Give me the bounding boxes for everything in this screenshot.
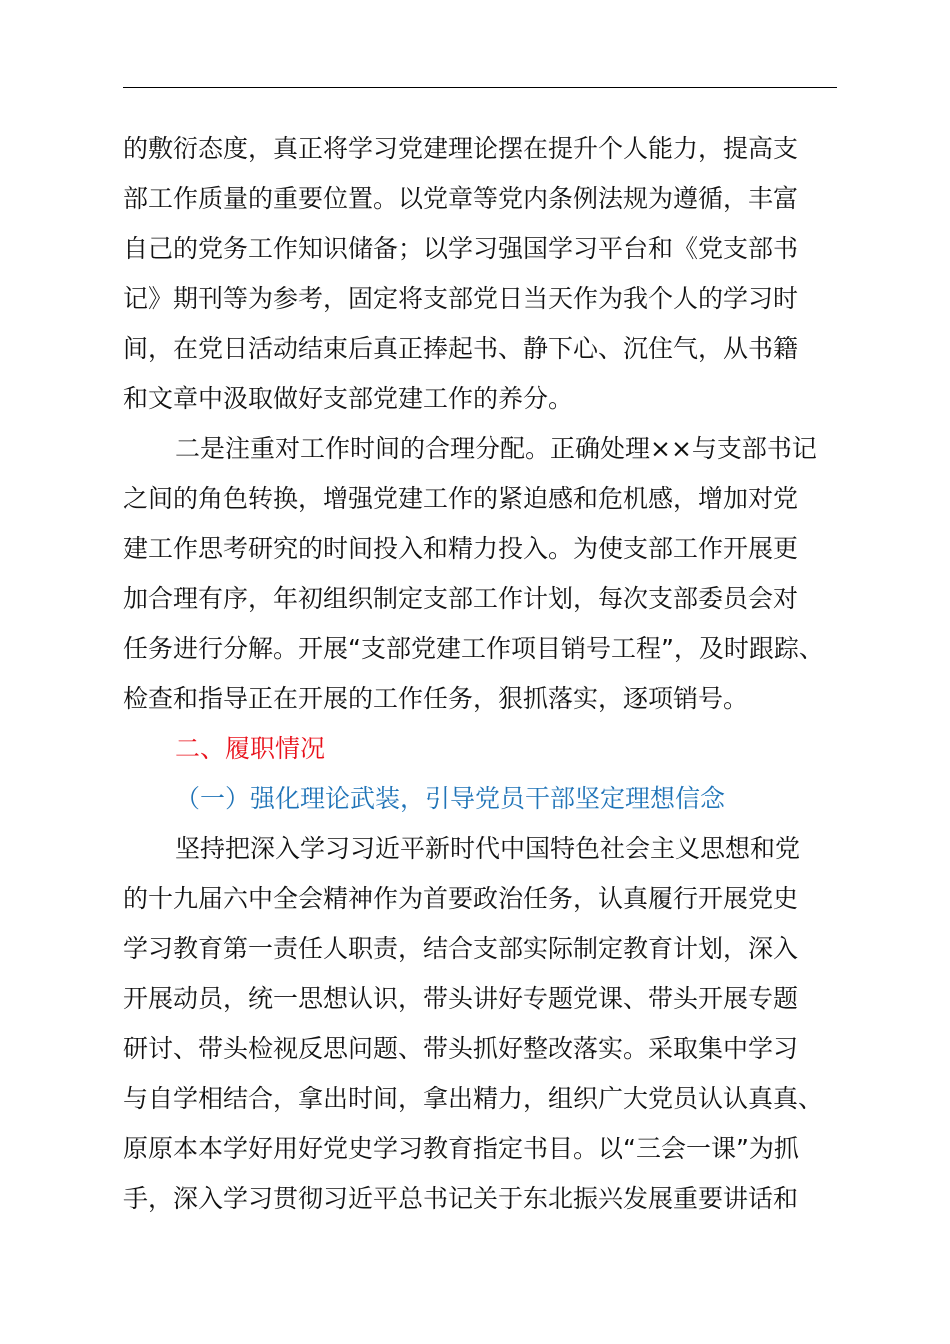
paragraph xyxy=(123,424,837,724)
paragraph xyxy=(123,124,837,424)
paragraph-line: 的十九届六中全会精神作为首要政治任务，认真履行开展党史 xyxy=(123,884,799,913)
paragraph xyxy=(123,824,837,1224)
document-body xyxy=(123,124,837,1224)
paragraph-line: 手，深入学习贯彻习近平总书记关于东北振兴发展重要讲话和 xyxy=(123,1184,799,1213)
paragraph-line: 的敷衍态度，真正将学习党建理论摆在提升个人能力，提高支 xyxy=(123,134,799,163)
paragraph-line: 二是注重对工作时间的合理分配。正确处理××与支部书记 xyxy=(175,434,817,463)
header-rule xyxy=(123,87,837,88)
paragraph-line: 坚持把深入学习习近平新时代中国特色社会主义思想和党 xyxy=(175,834,801,863)
paragraph-line: 记》期刊等为参考，固定将支部党日当天作为我个人的学习时 xyxy=(123,284,799,313)
paragraph-line: 自己的党务工作知识储备；以学习强国学习平台和《党支部书 xyxy=(123,234,799,263)
section-heading: 二、履职情况 xyxy=(175,734,326,763)
paragraph-line: 任务进行分解。开展“支部党建工作项目销号工程”，及时跟踪、 xyxy=(123,634,824,663)
paragraph-line: 开展动员，统一思想认识，带头讲好专题党课、带头开展专题 xyxy=(123,984,799,1013)
paragraph-line: 加合理有序，年初组织制定支部工作计划，每次支部委员会对 xyxy=(123,584,799,613)
paragraph-line: 研讨、带头检视反思问题、带头抓好整改落实。采取集中学习 xyxy=(123,1034,799,1063)
paragraph-line: 与自学相结合，拿出时间，拿出精力，组织广大党员认认真真、 xyxy=(123,1084,824,1113)
paragraph-line: 之间的角色转换，增强党建工作的紧迫感和危机感，增加对党 xyxy=(123,484,799,513)
subsection-heading: （一）强化理论武装，引导党员干部坚定理想信念 xyxy=(175,784,726,813)
paragraph-line: 和文章中汲取做好支部党建工作的养分。 xyxy=(123,384,574,413)
paragraph-line: 建工作思考研究的时间投入和精力投入。为使支部工作开展更 xyxy=(123,534,799,563)
paragraph-line: 部工作质量的重要位置。以党章等党内条例法规为遵循，丰富 xyxy=(123,184,799,213)
paragraph-line: 原原本本学好用好党史学习教育指定书目。以“三会一课”为抓 xyxy=(123,1134,799,1163)
paragraph-line: 检查和指导正在开展的工作任务，狠抓落实，逐项销号。 xyxy=(123,684,749,713)
paragraph-line: 间，在党日活动结束后真正捧起书、静下心、沉住气，从书籍 xyxy=(123,334,799,363)
paragraph-line: 学习教育第一责任人职责，结合支部实际制定教育计划，深入 xyxy=(123,934,799,963)
